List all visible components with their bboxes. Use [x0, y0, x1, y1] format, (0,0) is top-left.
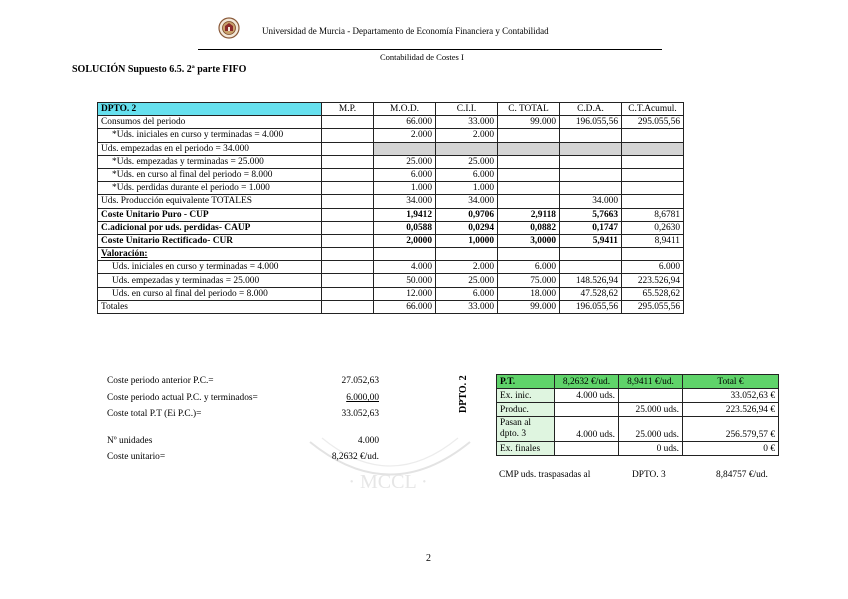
cmp-dept: DPTO. 3	[632, 470, 666, 480]
cell-ctotal	[498, 248, 560, 261]
cell-mod: 66.000	[374, 300, 436, 313]
cell-mp	[322, 248, 374, 261]
row-label: Coste Unitario Rectificado- CUR	[98, 234, 322, 247]
cell-mod	[374, 248, 436, 261]
pt-header-unit-cost-1: 8,2632 €/ud.	[555, 375, 619, 389]
cell-cda: 148.526,94	[560, 274, 622, 287]
row-label: Uds. iniciales en curso y terminadas = 4.000	[98, 261, 322, 274]
cell-cii: 1,0000	[436, 234, 498, 247]
cell-ctacum	[622, 248, 684, 261]
cell-cda	[560, 129, 622, 142]
pt-row-label: Ex. inic.	[497, 389, 555, 403]
cell-mod: 2,0000	[374, 234, 436, 247]
cell-ctotal	[498, 142, 560, 155]
pt-cell-total: 33.052,63 €	[683, 389, 779, 403]
cell-ctacum	[622, 142, 684, 155]
table-row	[98, 168, 684, 181]
row-label: Uds. Producción equivalente TOTALES	[98, 195, 322, 208]
table-row	[98, 261, 684, 274]
cell-ctacum: 8,9411	[622, 234, 684, 247]
pt-cell-c2: 25.000 uds.	[619, 403, 683, 417]
cell-cda: 5,7663	[560, 208, 622, 221]
cell-ctotal: 0,0882	[498, 221, 560, 234]
cell-ctacum: 6.000	[622, 261, 684, 274]
table-row	[497, 442, 779, 456]
cell-cda	[560, 168, 622, 181]
pt-cell-total: 223.526,94 €	[683, 403, 779, 417]
col-header-ctacum: C.T.Acumul.	[622, 103, 684, 116]
col-header-mod: M.O.D.	[374, 103, 436, 116]
summary-label: Coste periodo actual P.C. y terminados=	[107, 393, 258, 403]
cell-mp	[322, 234, 374, 247]
table-row	[98, 116, 684, 129]
cell-cda: 0,1747	[560, 221, 622, 234]
cell-mp	[322, 195, 374, 208]
subject-name: Contabilidad de Costes I	[380, 52, 464, 62]
svg-text:· MCCL ·: · MCCL ·	[348, 471, 428, 493]
cell-mod: 34.000	[374, 195, 436, 208]
cell-ctotal: 75.000	[498, 274, 560, 287]
cell-cda	[560, 142, 622, 155]
row-label: Valoración:	[98, 248, 322, 261]
summary-value: 33.052,63	[341, 409, 379, 419]
summary-value: 8,2632 €/ud.	[331, 452, 379, 462]
row-label: Uds. en curso al final del periodo = 8.000	[98, 287, 322, 300]
cell-mp	[322, 261, 374, 274]
pt-cell-c1: 4.000 uds.	[555, 417, 619, 442]
cell-ctotal: 18.000	[498, 287, 560, 300]
row-label: Uds. empezadas y terminadas = 25.000	[98, 274, 322, 287]
cell-cii	[436, 248, 498, 261]
pt-cell-total: 0 €	[683, 442, 779, 456]
summary-value: 6.000,00	[346, 393, 379, 403]
cell-cda	[560, 155, 622, 168]
col-header-mp: M.P.	[322, 103, 374, 116]
university-header: Universidad de Murcia - Departamento de Economía Financiera y Contabilidad	[262, 26, 549, 36]
cell-mod: 25.000	[374, 155, 436, 168]
pt-cell-c2: 0 uds.	[619, 442, 683, 456]
table-row	[98, 182, 684, 195]
cost-table	[97, 102, 684, 314]
cell-mp	[322, 208, 374, 221]
pt-header-unit-cost-2: 8,9411 €/ud.	[619, 375, 683, 389]
cell-cii: 1.000	[436, 182, 498, 195]
row-label: *Uds. iniciales en curso y terminadas = 4.000	[98, 129, 322, 142]
cell-ctacum: 295.055,56	[622, 300, 684, 313]
cell-mp	[322, 221, 374, 234]
cell-ctacum: 0,2630	[622, 221, 684, 234]
cell-mod: 66.000	[374, 116, 436, 129]
cell-ctacum	[622, 129, 684, 142]
summary-label: Coste periodo anterior P.C.=	[107, 376, 214, 386]
page-number: 2	[426, 553, 431, 564]
summary-label: Coste total P.T (Ei P.C.)=	[107, 409, 202, 419]
row-label: Consumos del periodo	[98, 116, 322, 129]
table-row	[497, 389, 779, 403]
table-row	[98, 234, 684, 247]
cell-cii: 6.000	[436, 168, 498, 181]
cmp-label: CMP uds. traspasadas al	[499, 470, 591, 480]
pt-cell-c2: 25.000 uds.	[619, 417, 683, 442]
cell-mod: 50.000	[374, 274, 436, 287]
pt-header-label: P.T.	[497, 375, 555, 389]
cell-cii: 25.000	[436, 274, 498, 287]
pt-cell-c1	[555, 403, 619, 417]
cell-ctacum	[622, 182, 684, 195]
pt-cell-c1	[555, 442, 619, 456]
cell-mp	[322, 142, 374, 155]
cell-cda	[560, 261, 622, 274]
pt-row-label-line2: dpto. 3	[500, 429, 527, 439]
page-title: SOLUCIÓN Supuesto 6.5. 2ª parte FIFO	[72, 64, 247, 75]
cell-mod: 0,0588	[374, 221, 436, 234]
table-row	[98, 248, 684, 261]
cell-ctacum: 295.055,56	[622, 116, 684, 129]
pt-cell-c2	[619, 389, 683, 403]
cell-mod	[374, 142, 436, 155]
university-seal-icon	[218, 17, 240, 39]
cell-mod: 4.000	[374, 261, 436, 274]
pt-row-label	[497, 417, 555, 442]
table-row	[98, 208, 684, 221]
summary-label: Coste unitario=	[107, 452, 166, 462]
cell-ctotal	[498, 182, 560, 195]
table-row	[98, 221, 684, 234]
cell-cii: 0,0294	[436, 221, 498, 234]
watermark-seal-icon	[300, 432, 480, 500]
row-label: *Uds. en curso al final del periodo = 8.000	[98, 168, 322, 181]
cell-cda: 47.528,62	[560, 287, 622, 300]
col-header-ctotal: C. TOTAL	[498, 103, 560, 116]
cell-cii: 0,9706	[436, 208, 498, 221]
pt-row-label: Produc.	[497, 403, 555, 417]
cell-ctotal	[498, 155, 560, 168]
dept-vertical-label: DPTO. 2	[458, 375, 469, 413]
header-divider	[198, 49, 662, 50]
cell-ctacum: 223.526,94	[622, 274, 684, 287]
pt-header-row	[497, 375, 779, 389]
cell-ctotal: 6.000	[498, 261, 560, 274]
cell-mp	[322, 182, 374, 195]
row-label: Coste Unitario Puro - CUP	[98, 208, 322, 221]
pt-header-total: Total €	[683, 375, 779, 389]
table-row	[497, 417, 779, 442]
row-label: Totales	[98, 300, 322, 313]
cell-mod: 1,9412	[374, 208, 436, 221]
summary-label: Nº unidades	[107, 436, 153, 446]
pt-row-label-line1: Pasan al	[500, 418, 531, 428]
summary-value: 4.000	[357, 436, 379, 446]
cell-cii: 6.000	[436, 287, 498, 300]
table-row	[98, 155, 684, 168]
cell-ctotal: 2,9118	[498, 208, 560, 221]
pt-cell-total: 256.579,57 €	[683, 417, 779, 442]
cell-ctotal: 99.000	[498, 300, 560, 313]
cell-ctacum: 8,6781	[622, 208, 684, 221]
table-row	[98, 129, 684, 142]
cell-cda: 34.000	[560, 195, 622, 208]
col-header-cda: C.D.A.	[560, 103, 622, 116]
table-row	[497, 403, 779, 417]
table-row	[98, 274, 684, 287]
cell-ctotal: 3,0000	[498, 234, 560, 247]
cell-ctotal	[498, 129, 560, 142]
cell-cii: 2.000	[436, 129, 498, 142]
table-header-row	[98, 103, 684, 116]
cell-mod: 1.000	[374, 182, 436, 195]
cell-cii	[436, 142, 498, 155]
row-label: *Uds. perdidas durante el periodo = 1.000	[98, 182, 322, 195]
table-row	[98, 142, 684, 155]
row-label: C.adicional por uds. perdidas- CAUP	[98, 221, 322, 234]
row-label: *Uds. empezadas y terminadas = 25.000	[98, 155, 322, 168]
cell-mp	[322, 155, 374, 168]
table-row	[98, 287, 684, 300]
finished-product-table	[496, 374, 779, 456]
pt-cell-c1: 4.000 uds.	[555, 389, 619, 403]
row-label: Uds. empezadas en el periodo = 34.000	[98, 142, 322, 155]
cell-mod: 2.000	[374, 129, 436, 142]
cell-cii: 2.000	[436, 261, 498, 274]
cell-cda	[560, 248, 622, 261]
cell-mp	[322, 287, 374, 300]
pt-row-label: Ex. finales	[497, 442, 555, 456]
cell-ctacum	[622, 155, 684, 168]
summary-value: 27.052,63	[341, 376, 379, 386]
cell-cda: 5,9411	[560, 234, 622, 247]
cell-mp	[322, 274, 374, 287]
cell-ctacum: 65.528,62	[622, 287, 684, 300]
cell-cda: 196.055,56	[560, 300, 622, 313]
col-header-dept: DPTO. 2	[98, 103, 322, 116]
cell-ctotal: 99.000	[498, 116, 560, 129]
cell-cda	[560, 182, 622, 195]
cell-ctacum	[622, 195, 684, 208]
cell-ctacum	[622, 168, 684, 181]
cell-mp	[322, 116, 374, 129]
cell-cii: 34.000	[436, 195, 498, 208]
col-header-cii: C.I.I.	[436, 103, 498, 116]
cell-ctotal	[498, 168, 560, 181]
table-row	[98, 300, 684, 313]
cell-mp	[322, 168, 374, 181]
cell-cii: 25.000	[436, 155, 498, 168]
cell-cii: 33.000	[436, 300, 498, 313]
cell-ctotal	[498, 195, 560, 208]
cell-mp	[322, 129, 374, 142]
cell-mod: 6.000	[374, 168, 436, 181]
cell-mod: 12.000	[374, 287, 436, 300]
cell-cii: 33.000	[436, 116, 498, 129]
cmp-value: 8,84757 €/ud.	[716, 470, 768, 480]
cell-mp	[322, 300, 374, 313]
cell-cda: 196.055,56	[560, 116, 622, 129]
table-row	[98, 195, 684, 208]
